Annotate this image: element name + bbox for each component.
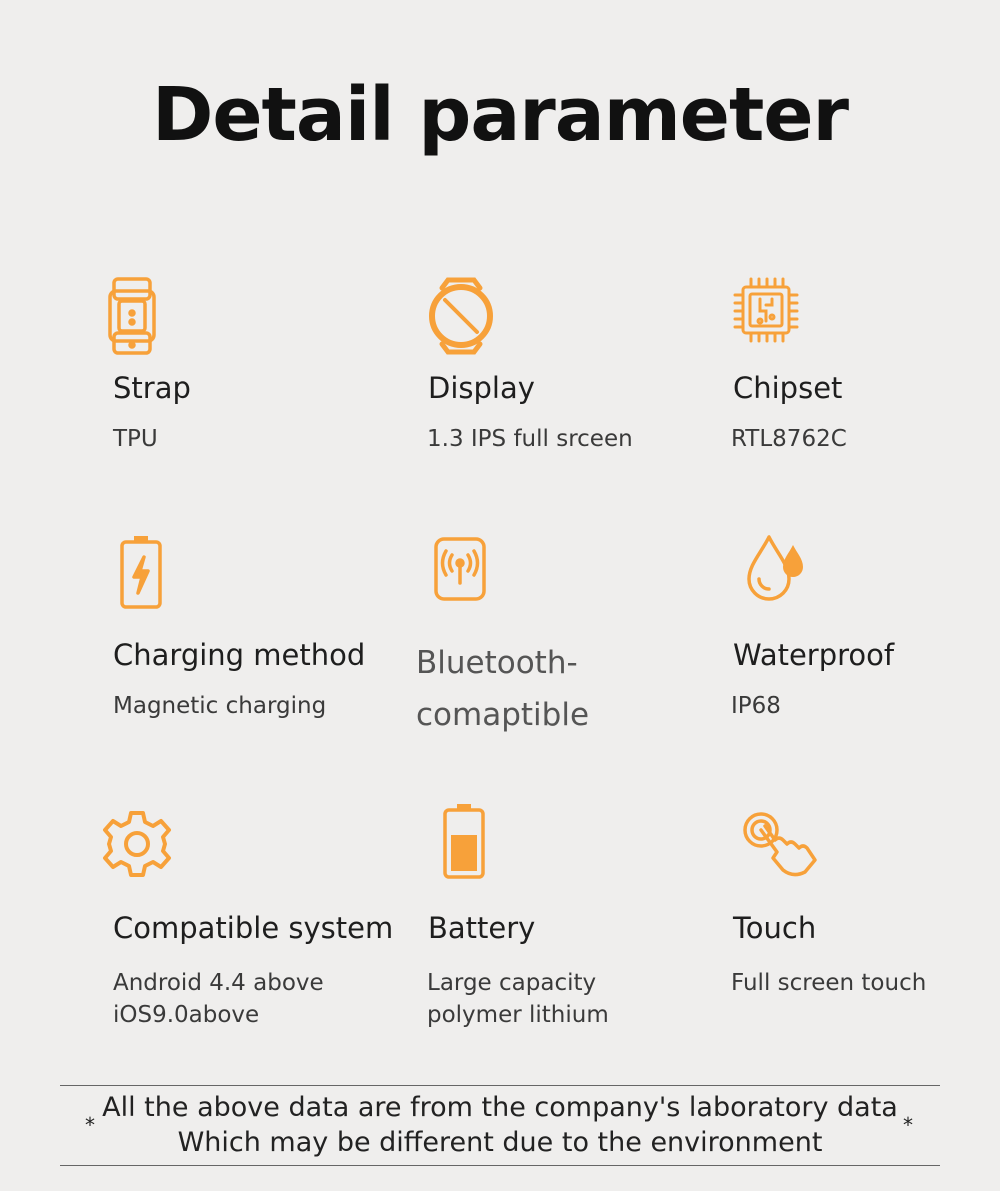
- footer-top-divider: [60, 1085, 940, 1086]
- bluetooth-label-line1: Bluetooth-: [416, 645, 578, 681]
- touch-value: Full screen touch: [731, 970, 927, 996]
- bluetooth-label: [416, 637, 656, 741]
- watch-display-icon: [428, 278, 494, 354]
- charging-method-value: Magnetic charging: [113, 693, 327, 719]
- waterproof-value: IP68: [731, 693, 781, 719]
- charging-method-label: Charging method: [113, 638, 366, 672]
- footer-note: [0, 1090, 1000, 1160]
- gear-icon: [103, 810, 171, 878]
- footer-note-line2: Which may be different due to the environment: [177, 1127, 823, 1158]
- bluetooth-label-line2: comaptible: [416, 697, 590, 733]
- compatible-system-label: Compatible system: [113, 911, 394, 945]
- strap-value: TPU: [113, 426, 158, 452]
- display-value: 1.3 IPS full srceen: [427, 426, 633, 452]
- compatible-system-value-2: iOS9.0above: [113, 1002, 260, 1028]
- footer-note-line1: All the above data are from the company's laboratory data: [102, 1092, 898, 1123]
- waterproof-label: Waterproof: [733, 638, 895, 672]
- battery-value-1: Large capacity: [427, 970, 597, 996]
- page-title: Detail parameter: [151, 72, 849, 158]
- compatible-system-value-1: Android 4.4 above: [113, 970, 324, 996]
- footer-bottom-divider: [60, 1165, 940, 1166]
- battery-icon: [443, 803, 485, 879]
- chipset-value: RTL8762C: [731, 426, 847, 452]
- water-drop-icon: [745, 535, 807, 603]
- touch-label: Touch: [733, 911, 817, 945]
- strap-icon: [108, 277, 156, 355]
- strap-label: Strap: [113, 371, 191, 405]
- touch-icon: [743, 812, 819, 880]
- chipset-label: Chipset: [733, 371, 843, 405]
- chipset-icon: [733, 277, 799, 343]
- footer-asterisk-left: *: [85, 1113, 95, 1137]
- battery-label: Battery: [428, 911, 536, 945]
- charging-icon: [120, 535, 162, 609]
- footer-asterisk-right: *: [903, 1113, 913, 1137]
- bluetooth-signal-icon: [434, 537, 486, 601]
- display-label: Display: [428, 371, 535, 405]
- battery-value-2: polymer lithium: [427, 1002, 609, 1028]
